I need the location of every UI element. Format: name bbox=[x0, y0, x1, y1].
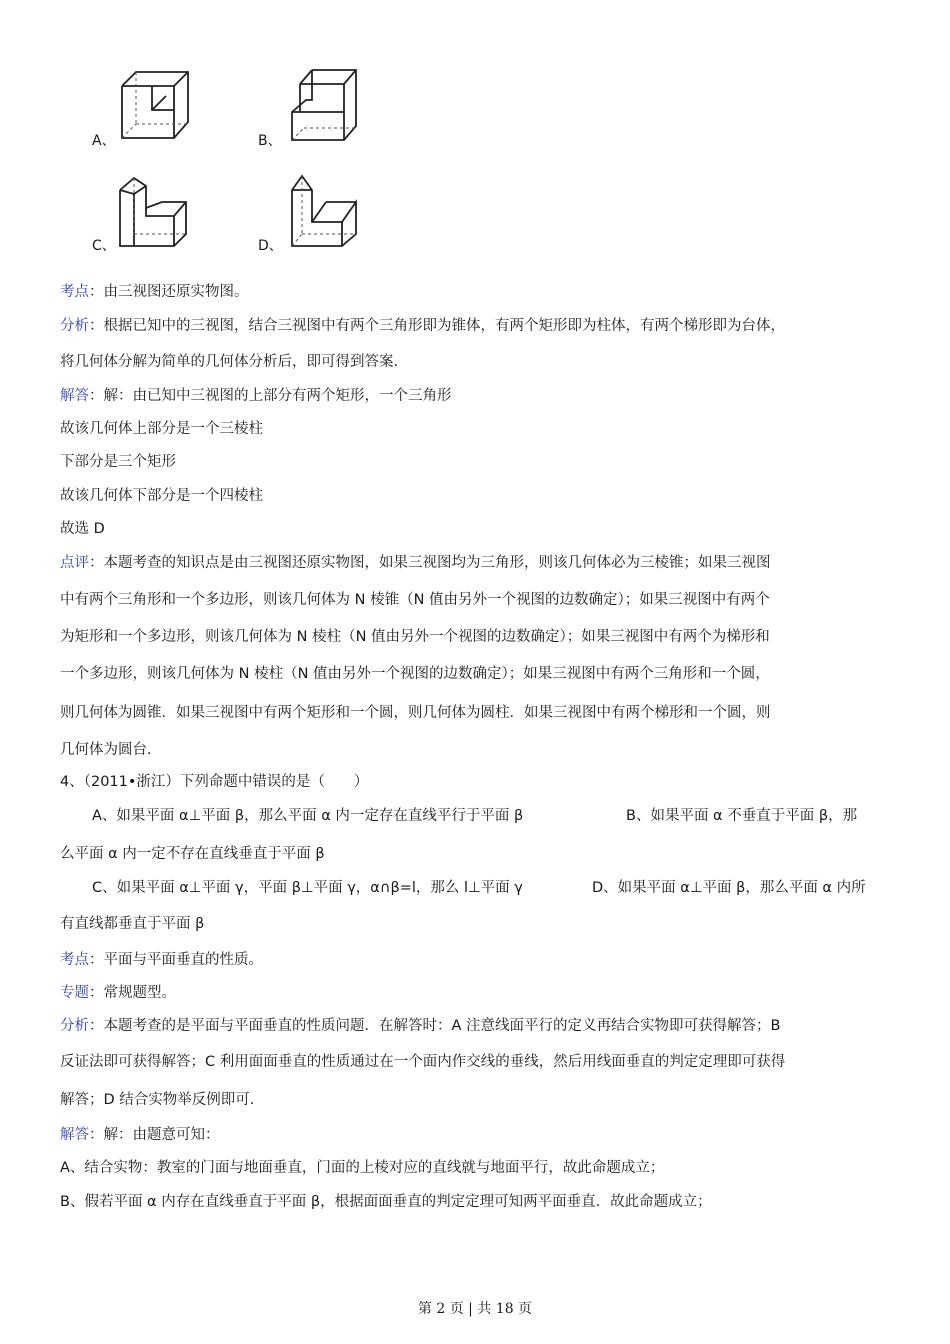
q4-option-c: C、如果平面 α⊥平面 γ，平面 β⊥平面 γ，α∩β=l，那么 l⊥平面 γ bbox=[92, 880, 523, 896]
figure-b-solid bbox=[286, 66, 361, 146]
fenxi-text: ：根据已知中的三视图，结合三视图中有两个三角形即为锥体，有两个矩形即为柱体，有两个梯形即为台体， bbox=[89, 318, 785, 334]
fenxi-tag: 分析 bbox=[60, 1018, 89, 1034]
q4-kaodian bbox=[60, 950, 263, 970]
fenxi-tag: 分析 bbox=[60, 318, 89, 334]
q3-jieda bbox=[60, 386, 452, 406]
q3-kaodian bbox=[60, 282, 249, 302]
q4-zhuanti bbox=[60, 983, 176, 1003]
jieda-tag: 解答 bbox=[60, 388, 89, 404]
q3-dianping-line5: 则几何体为圆锥．如果三视图中有两个矩形和一个圆，则几何体为圆柱．如果三视图中有两个梯形和一个圆，则 bbox=[60, 705, 771, 721]
q3-dianping-line2: 中有两个三角形和一个多边形，则该几何体为 N 棱锥（N 值由另外一个视图的边数确定）；如果三视图中有两个 bbox=[60, 592, 770, 608]
q3-dianping-line3: 为矩形和一个多边形，则该几何体为 N 棱柱（N 值由另外一个视图的边数确定）；如果三视图中有两个为梯形和 bbox=[60, 629, 770, 645]
figure-a-solid bbox=[118, 66, 193, 146]
q3-jieda-line2: 故该几何体上部分是一个三棱柱 bbox=[60, 421, 263, 437]
kaodian-tag: 考点 bbox=[60, 284, 89, 300]
figure-d-solid bbox=[284, 172, 364, 252]
q4-jieda-line3: B、假若平面 α 内存在直线垂直于平面 β，根据面面垂直的判定定理可知两平面垂直．故此命题成立； bbox=[60, 1194, 712, 1210]
q3-dianping-line6: 几何体为圆台. bbox=[60, 742, 152, 758]
kaodian-text: ：由三视图还原实物图。 bbox=[89, 284, 249, 300]
q3-fenxi-line2: 将几何体分解为简单的几何体分析后，即可得到答案. bbox=[60, 354, 399, 370]
zhuanti-text: ：常规题型。 bbox=[89, 985, 176, 1001]
option-b-label: B、 bbox=[258, 133, 282, 149]
q4-option-d: D、如果平面 α⊥平面 β，那么平面 α 内所 bbox=[592, 880, 866, 896]
zhuanti-tag: 专题 bbox=[60, 985, 89, 1001]
figure-c-solid bbox=[116, 172, 196, 252]
q4-jieda-line2: A、结合实物：教室的门面与地面垂直，门面的上棱对应的直线就与地面平行，故此命题成立； bbox=[60, 1160, 665, 1176]
q3-jieda-line3: 下部分是三个矩形 bbox=[60, 454, 176, 470]
dianping-text: ：本题考查的知识点是由三视图还原实物图，如果三视图均为三角形，则该几何体必为三棱锥；如果三视图 bbox=[89, 555, 771, 571]
jieda-text: ：解：由题意可知： bbox=[89, 1127, 220, 1143]
kaodian-text: ：平面与平面垂直的性质。 bbox=[89, 952, 263, 968]
option-c-label: C、 bbox=[92, 238, 116, 254]
q4-option-d-cont: 有直线都垂直于平面 β bbox=[60, 916, 205, 932]
q4-stem: 4、（2011•浙江）下列命题中错误的是（ ） bbox=[60, 774, 369, 790]
kaodian-tag: 考点 bbox=[60, 952, 89, 968]
option-a-label: A、 bbox=[92, 133, 116, 149]
dianping-tag: 点评 bbox=[60, 555, 89, 571]
jieda-text: ：解：由已知中三视图的上部分有两个矩形，一个三角形 bbox=[89, 388, 452, 404]
fenxi-text: ：本题考查的是平面与平面垂直的性质问题．在解答时：A 注意线面平行的定义再结合实物即可获得解答；B bbox=[89, 1018, 781, 1034]
q4-fenxi-line2: 反证法即可获得解答；C 利用面面垂直的性质通过在一个面内作交线的垂线，然后用线面垂直的判定定理即可获得 bbox=[60, 1054, 786, 1070]
q3-fenxi bbox=[60, 316, 785, 336]
page-footer: 第 2 页 | 共 18 页 bbox=[417, 1301, 533, 1317]
q4-option-a: A、如果平面 α⊥平面 β，那么平面 α 内一定存在直线平行于平面 β bbox=[92, 808, 524, 824]
q3-dianping-line4: 一个多边形，则该几何体为 N 棱柱（N 值由另外一个视图的边数确定）；如果三视图中有两个三角形和一个圆， bbox=[60, 666, 770, 682]
q3-dianping bbox=[60, 553, 771, 573]
q4-jieda bbox=[60, 1125, 220, 1145]
q3-jieda-line4: 故该几何体下部分是一个四棱柱 bbox=[60, 488, 263, 504]
q3-jieda-line5: 故选 D bbox=[60, 521, 105, 537]
q4-fenxi bbox=[60, 1016, 780, 1036]
q4-option-b: B、如果平面 α 不垂直于平面 β，那 bbox=[626, 808, 858, 824]
jieda-tag: 解答 bbox=[60, 1127, 89, 1143]
q4-option-b-cont: 么平面 α 内一定不存在直线垂直于平面 β bbox=[60, 846, 325, 862]
q4-fenxi-line3: 解答；D 结合实物举反例即可. bbox=[60, 1092, 255, 1108]
option-d-label: D、 bbox=[258, 238, 283, 254]
